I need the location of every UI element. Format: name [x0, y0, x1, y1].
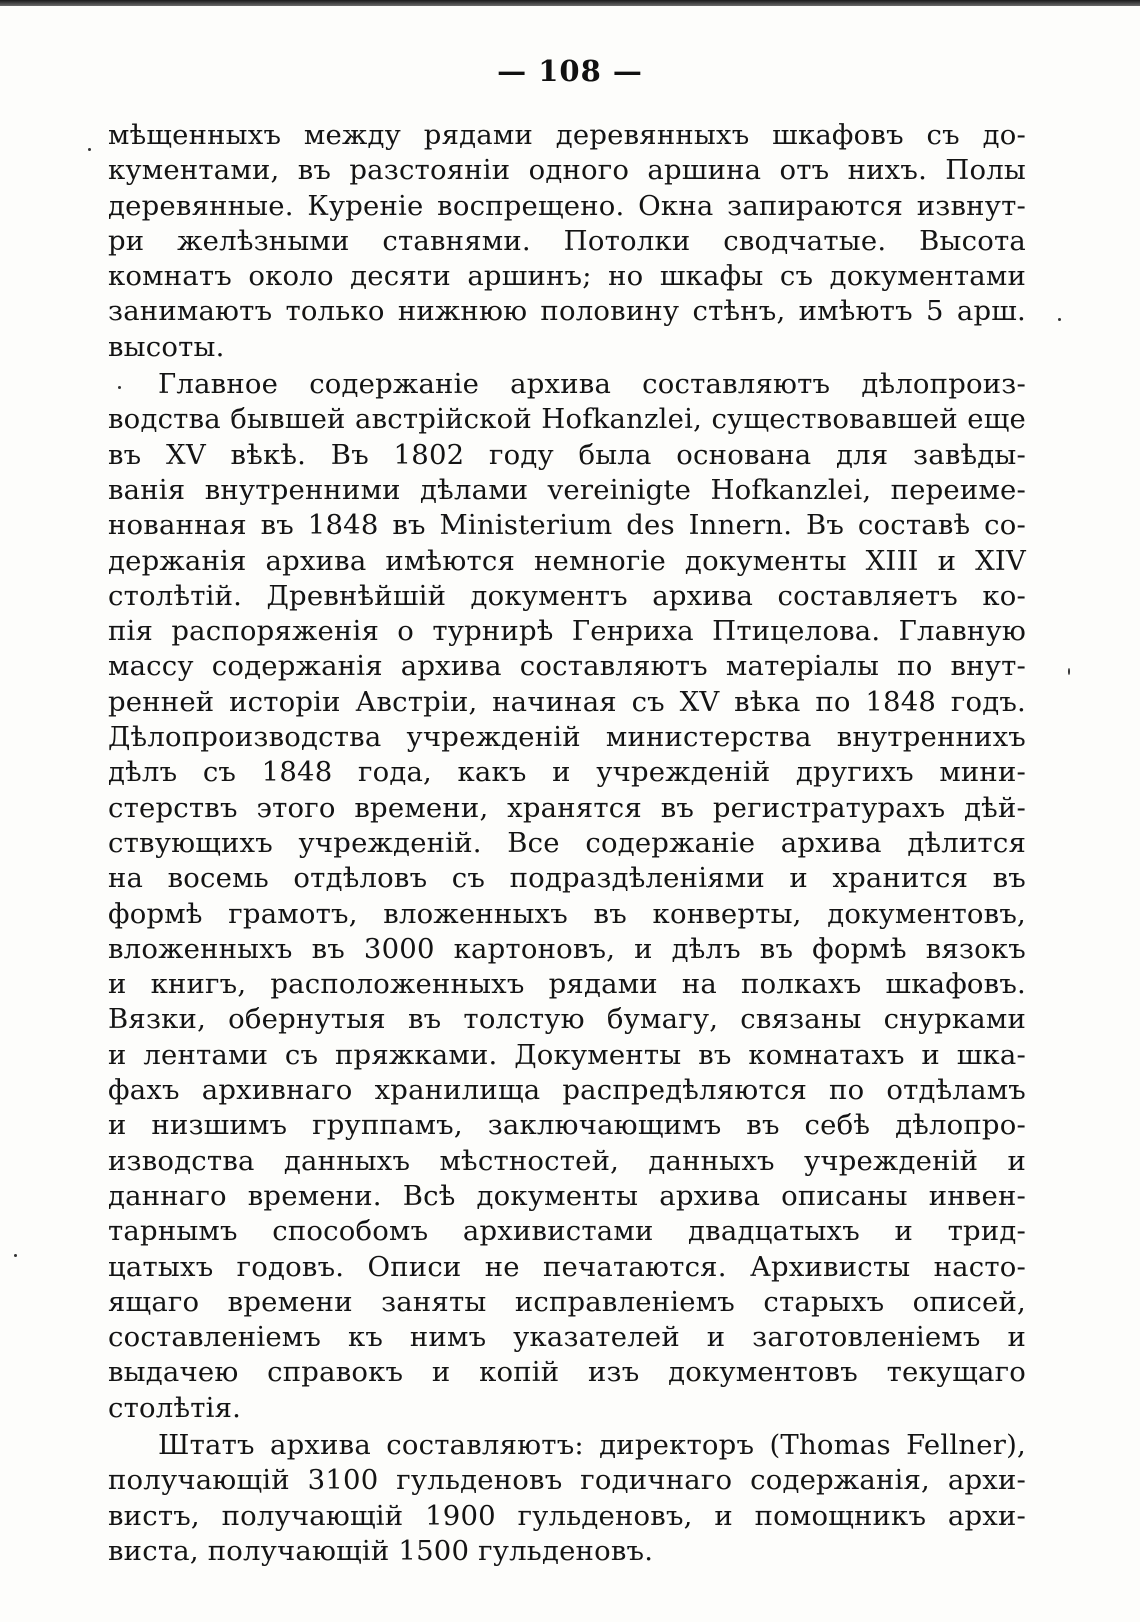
paragraph-2 — [108, 367, 1026, 1426]
text-line: составленіемъ къ нимъ указателей и заготовленіемъ и — [108, 1321, 1026, 1354]
text-line: на восемь отдѣловъ съ подраздѣленіями и хранится въ — [108, 862, 1026, 895]
text-line: получающій 3100 гульденовъ годичнаго содержанія, архи- — [108, 1464, 1026, 1497]
text-line: формѣ грамотъ, вложенныхъ въ конверты, документовъ, — [108, 897, 1026, 930]
text-line: держанія архива имѣются немногіе документы XIII и XIV — [108, 544, 1026, 577]
text-line: Штатъ архива составляютъ: директоръ (Thomas Fellner), — [158, 1428, 1026, 1461]
text-line: виста, получающій 1500 гульденовъ. — [108, 1534, 654, 1567]
text-line: столѣтія. — [108, 1391, 242, 1424]
text-line: ящаго времени заняты исправленіемъ старыхъ описей, — [108, 1285, 1026, 1318]
text-line: Главное содержаніе архива составляютъ дѣлопроиз- — [158, 368, 1026, 401]
text-line: тарнымъ способомъ архивистами двадцатыхъ и трид- — [108, 1215, 1026, 1248]
text-line: деревянные. Куреніе воспрещено. Окна запираются извнут- — [108, 189, 1026, 222]
print-speck — [118, 386, 121, 389]
text-line: ванія внутренними дѣлами vereinigte Hofkanzlei, переиме- — [108, 473, 1026, 506]
print-speck — [88, 148, 91, 151]
text-line: нованная въ 1848 въ Ministerium des Innern. Въ составѣ со- — [108, 509, 1026, 542]
text-line: фахъ архивнаго хранилища распредѣляются по отдѣламъ — [108, 1074, 1026, 1107]
page-top-edge — [0, 0, 1140, 6]
print-speck — [1068, 668, 1070, 675]
text-line: изводства данныхъ мѣстностей, данныхъ учрежденій и — [108, 1144, 1026, 1177]
text-line: высоты. — [108, 330, 225, 363]
print-speck — [1058, 318, 1061, 321]
text-line: столѣтій. Древнѣйшій документъ архива составляетъ ко- — [108, 579, 1026, 612]
text-line: цатыхъ годовъ. Описи не печатаются. Архивисты насто- — [108, 1250, 1026, 1283]
text-line: Дѣлопроизводства учрежденій министерства внутреннихъ — [108, 721, 1026, 754]
paragraph-3 — [108, 1428, 1026, 1569]
text-line: ри желѣзными ставнями. Потолки сводчатые. Высота — [108, 224, 1026, 257]
text-line: пія распоряженія о турнирѣ Генриха Птицелова. Главную — [108, 615, 1026, 648]
text-line: массу содержанія архива составляютъ матеріалы по внут- — [108, 650, 1026, 683]
paragraph-1 — [108, 118, 1026, 365]
text-line: и низшимъ группамъ, заключающимъ въ себѣ дѣлопро- — [108, 1109, 1026, 1142]
text-line: ренней исторіи Австріи, начиная съ XV вѣка по 1848 годъ. — [108, 685, 1026, 718]
text-line: вистъ, получающій 1900 гульденовъ, и помощникъ архи- — [108, 1499, 1026, 1532]
text-line: даннаго времени. Всѣ документы архива описаны инвен- — [108, 1179, 1026, 1212]
text-line: Вязки, обернутыя въ толстую бумагу, связаны снурками — [108, 1003, 1026, 1036]
text-line: и лентами съ пряжками. Документы въ комнатахъ и шка- — [108, 1038, 1026, 1071]
text-line: комнатъ около десяти аршинъ; но шкафы съ документами — [108, 260, 1026, 293]
text-line: стерствъ этого времени, хранятся въ регистратурахъ дѣй- — [108, 791, 1026, 824]
page-number: — 108 — — [497, 54, 643, 88]
text-line: вложенныхъ въ 3000 картоновъ, и дѣлъ въ формѣ вязокъ — [108, 932, 1026, 965]
text-line: ствующихъ учрежденій. Все содержаніе архива дѣлится — [108, 826, 1026, 859]
text-line: выдачею справокъ и копій изъ документовъ текущаго — [108, 1356, 1026, 1389]
text-line: кументами, въ разстояніи одного аршина отъ нихъ. Полы — [108, 154, 1026, 187]
text-line: дѣлъ съ 1848 года, какъ и учрежденій другихъ мини- — [108, 756, 1026, 789]
text-line: занимаютъ только нижнюю половину стѣнъ, имѣютъ 5 арш. — [108, 295, 1026, 328]
body-text — [108, 118, 1026, 1569]
print-speck — [14, 1254, 17, 1257]
text-line: водства бывшей австрійской Hofkanzlei, существовавшей еще — [108, 403, 1026, 436]
text-line: въ XV вѣкѣ. Въ 1802 году была основана для завѣды- — [108, 438, 1026, 471]
text-line: и книгъ, расположенныхъ рядами на полкахъ шкафовъ. — [108, 968, 1026, 1001]
text-line: мѣщенныхъ между рядами деревянныхъ шкафовъ съ до- — [108, 119, 1026, 151]
